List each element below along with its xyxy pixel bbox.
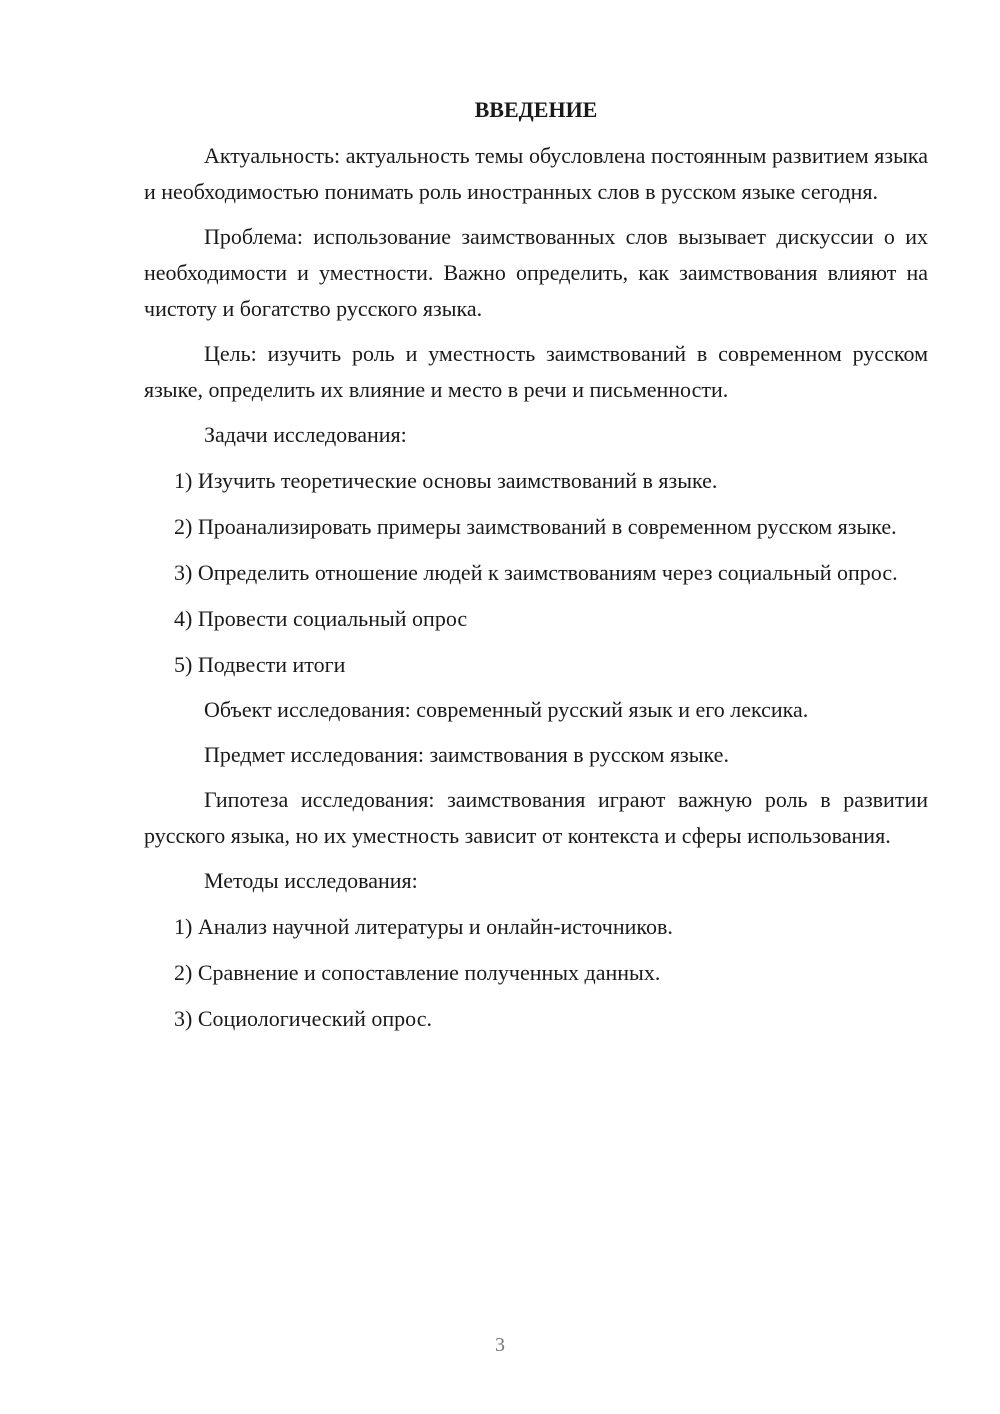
task-item: 4) Провести социальный опрос [174, 606, 468, 631]
task-item: 5) Подвести итоги [174, 652, 346, 677]
subject-paragraph: Предмет исследования: заимствования в русском языке. [204, 742, 729, 767]
method-item: 2) Сравнение и сопоставление полученных данных. [174, 960, 661, 985]
method-item: 1) Анализ научной литературы и онлайн-источников. [174, 914, 673, 939]
document-page [144, 92, 928, 1037]
task-item: 2) Проанализировать примеры заимствований в современном русском языке. [174, 514, 897, 539]
task-item: 1) Изучить теоретические основы заимствований в языке. [174, 468, 718, 493]
task-item: 3) Определить отношение людей к заимствованиям через социальный опрос. [174, 560, 898, 585]
object-paragraph: Объект исследования: современный русский язык и его лексика. [204, 697, 809, 722]
page-number: 3 [495, 1334, 505, 1356]
section-title: ВВЕДЕНИЕ [474, 97, 598, 122]
problem-paragraph: Проблема: использование заимствованных слов вызывает дискуссии о их необходимости и уместности. Важно определить, как заимствования влияют на чистоту и богатство русского языка. [144, 224, 928, 321]
goal-paragraph: Цель: изучить роль и уместность заимствований в современном русском языке, определить их влияние и место в речи и письменности. [144, 341, 928, 402]
tasks-heading: Задачи исследования: [204, 422, 407, 447]
hypothesis-paragraph: Гипотеза исследования: заимствования играют важную роль в развитии русского языка, но их уместность зависит от контекста и сферы использования. [144, 787, 928, 848]
methods-heading: Методы исследования: [204, 868, 418, 893]
relevance-paragraph: Актуальность: актуальность темы обусловлена постоянным развитием языка и необходимостью понимать роль иностранных слов в русском языке сегодня. [144, 143, 928, 204]
method-item: 3) Социологический опрос. [174, 1006, 432, 1031]
